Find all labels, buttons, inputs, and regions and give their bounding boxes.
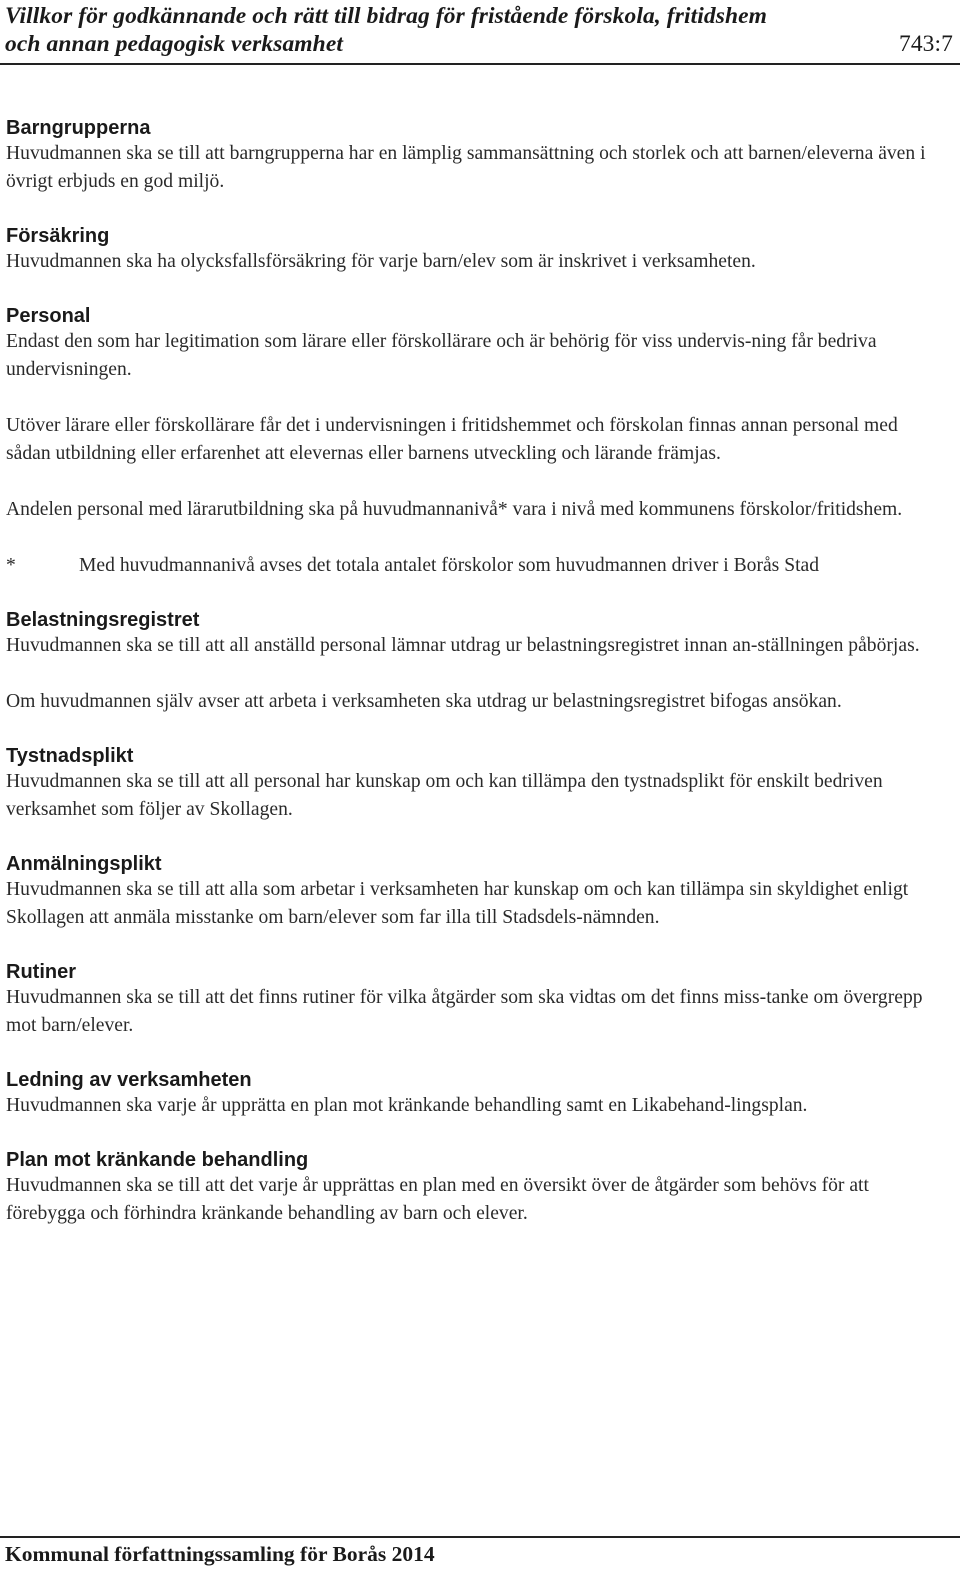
paragraph: Om huvudmannen själv avser att arbeta i verksamheten ska utdrag ur belastningsregistret bifogas ansökan. [6, 691, 842, 712]
section-belastningsregistret [6, 608, 946, 716]
header-line2 [5, 30, 955, 58]
header-title-line1: Villkor för godkännande och rätt till bidrag för fristående förskola, fritidshem [5, 3, 768, 29]
footnote-text: Med huvudmannanivå avses det totala antalet förskolor som huvudmannen driver i Borås Stad [79, 555, 820, 576]
section-heading: Tystnadsplikt [6, 745, 134, 767]
section-heading: Anmälningsplikt [6, 853, 162, 875]
paragraph: Huvudmannen ska se till att barngrupperna har en lämplig sammansättning och storlek och att barnen/eleverna även i övrigt erbjuds en god miljö. [6, 143, 926, 192]
header-rule [0, 63, 960, 65]
section-anmalningsplikt [6, 852, 946, 932]
document-body [6, 116, 946, 1228]
paragraph: Huvudmannen ska se till att alla som arbetar i verksamheten har kunskap om och kan tillämpa sin skyldighet enligt Skollagen att anmäla misstanke om barn/elever som far illa till Stadsdels-nämnden. [6, 879, 909, 928]
paragraph: Huvudmannen ska se till att all anställd personal lämnar utdrag ur belastningsregistret innan an-ställningen påbörjas. [6, 635, 920, 656]
section-ledning [6, 1068, 946, 1120]
section-forsakring [6, 224, 946, 276]
section-tystnadsplikt [6, 744, 946, 824]
section-heading: Personal [6, 305, 91, 327]
section-heading: Barngrupperna [6, 117, 151, 139]
section-heading: Ledning av verksamheten [6, 1069, 252, 1091]
section-plan [6, 1148, 946, 1228]
page-number: 743:7 [898, 31, 953, 57]
footnote [6, 552, 946, 580]
section-heading: Plan mot kränkande behandling [6, 1149, 309, 1171]
page-footer: Kommunal författningssamling för Borås 2014 [5, 1542, 435, 1566]
paragraph: Endast den som har legitimation som lärare eller förskollärare och är behörig för viss undervis-ning får bedriva undervisningen. [6, 331, 877, 380]
section-heading: Rutiner [6, 961, 76, 983]
paragraph: Huvudmannen ska se till att det varje år upprättas en plan med en översikt över de åtgärder som behövs för att förebygga och förhindra kränkande behandling av barn och elever. [6, 1175, 869, 1224]
section-heading: Belastningsregistret [6, 609, 200, 631]
section-personal [6, 304, 946, 580]
paragraph: Huvudmannen ska ha olycksfallsförsäkring för varje barn/elev som är inskrivet i verksamheten. [6, 251, 756, 272]
paragraph: Huvudmannen ska varje år upprätta en plan mot kränkande behandling samt en Likabehand-lingsplan. [6, 1095, 808, 1116]
footer-rule [0, 1536, 960, 1538]
page-header [5, 2, 955, 58]
paragraph: Utöver lärare eller förskollärare får det i undervisningen i fritidshemmet och förskolan finnas annan personal med sådan utbildning eller erfarenhet att elevernas eller barnens utveckling och lärande främjas. [6, 415, 898, 464]
footnote-mark: * [6, 555, 16, 576]
section-rutiner [6, 960, 946, 1040]
header-title-line2: och annan pedagogisk verksamhet [5, 31, 343, 57]
section-heading: Försäkring [6, 225, 110, 247]
section-barngrupperna [6, 116, 946, 196]
paragraph: Andelen personal med lärarutbildning ska på huvudmannanivå* vara i nivå med kommunens förskolor/fritidshem. [6, 499, 903, 520]
paragraph: Huvudmannen ska se till att det finns rutiner för vilka åtgärder som ska vidtas om det finns miss-tanke om övergrepp mot barn/elever. [6, 987, 923, 1036]
paragraph: Huvudmannen ska se till att all personal har kunskap om och kan tillämpa den tystnadsplikt för enskilt bedriven verksamhet som följer av Skollagen. [6, 771, 883, 820]
